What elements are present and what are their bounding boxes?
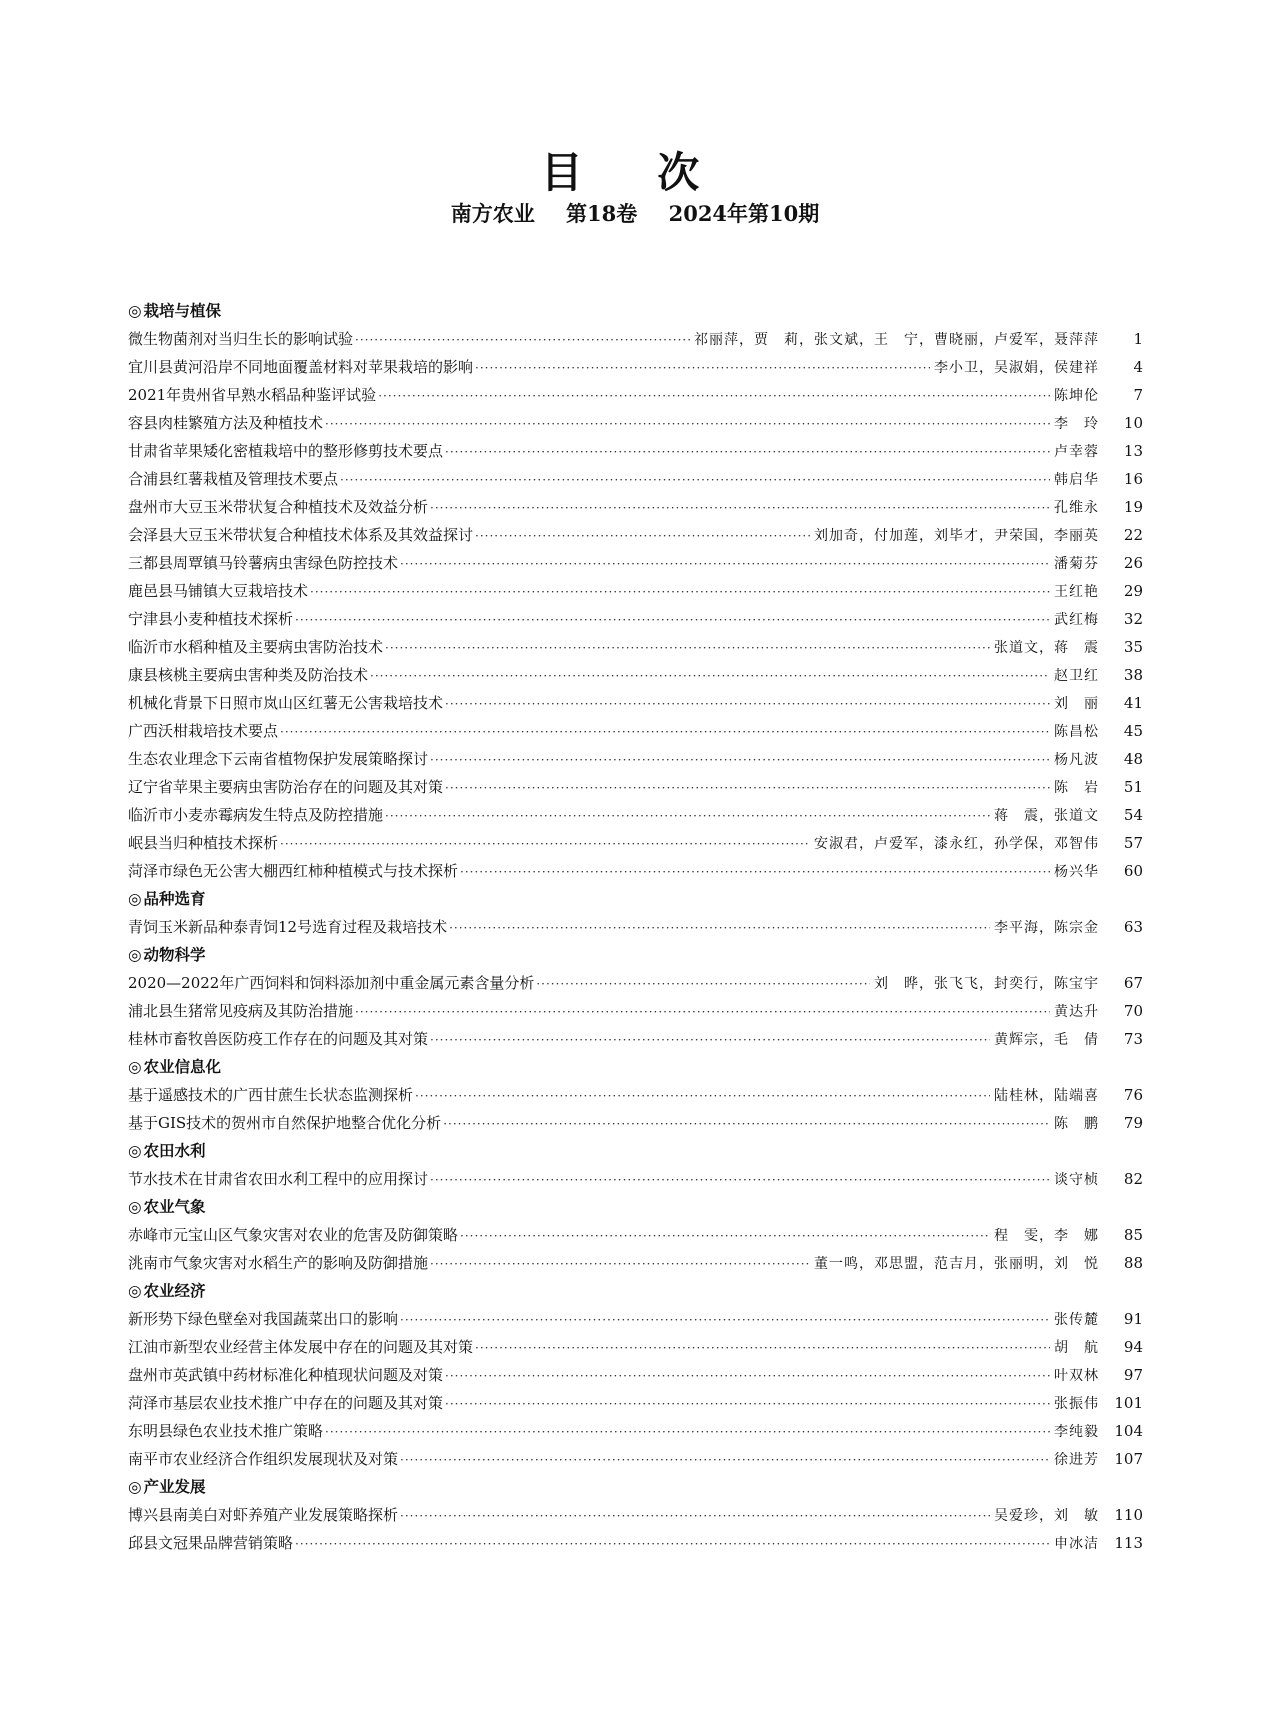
toc-entry (128, 325, 1143, 353)
toc-entry (128, 493, 1143, 521)
entry-authors: 杨兴华 (1054, 864, 1099, 880)
dot-leader (445, 690, 1050, 718)
toc-entry (128, 1389, 1143, 1417)
entry-title: 机械化背景下日照市岚山区红薯无公害栽培技术 (128, 694, 444, 712)
section-bullet-icon: ◎ (128, 302, 142, 320)
entry-page-number: 110 (1114, 1506, 1143, 1524)
toc-entry (128, 549, 1143, 577)
entry-title: 东明县绿色农业技术推广策略 (128, 1422, 324, 1440)
toc-entry (128, 633, 1143, 661)
dot-leader (340, 466, 1050, 494)
entry-title: 广西沃柑栽培技术要点 (128, 722, 279, 740)
dot-leader (385, 634, 990, 662)
entry-title: 博兴县南美白对虾养殖产业发展策略探析 (128, 1506, 399, 1524)
section-bullet-icon: ◎ (128, 1282, 142, 1300)
entry-authors: 张传麓 (1054, 1312, 1099, 1328)
entry-authors: 王红艳 (1054, 584, 1099, 600)
entry-title: 容县肉桂繁殖方法及种植技术 (128, 414, 324, 432)
entry-title: 临沂市小麦赤霉病发生特点及防控措施 (128, 806, 384, 824)
entry-page-number: 60 (1123, 862, 1143, 880)
toc-entry (128, 1361, 1143, 1389)
journal-issue-line (0, 198, 1270, 228)
entry-page-number: 7 (1133, 386, 1143, 404)
entry-title: 2020—2022年广西饲料和饲料添加剂中重金属元素含量分析 (128, 974, 535, 992)
dot-leader (430, 1250, 810, 1278)
entry-page-number: 51 (1123, 778, 1143, 796)
entry-page-number: 13 (1123, 442, 1143, 460)
entry-authors: 程 雯，李 娜 (994, 1228, 1099, 1244)
section-heading (128, 1473, 1143, 1501)
entry-page-number: 104 (1114, 1422, 1143, 1440)
toc-entry (128, 437, 1143, 465)
entry-authors: 叶双林 (1054, 1368, 1099, 1384)
entry-title: 康县核桃主要病虫害种类及防治技术 (128, 666, 369, 684)
entry-authors: 李平海，陈宗金 (994, 920, 1099, 936)
dot-leader (355, 998, 1050, 1026)
section-heading-label: 农业信息化 (143, 1058, 222, 1076)
entry-page-number: 67 (1123, 974, 1143, 992)
toc-entry (128, 353, 1143, 381)
entry-authors: 吴爱珍，刘 敏 (994, 1508, 1099, 1524)
entry-authors: 潘菊芬 (1054, 556, 1099, 572)
entry-authors: 刘 晔，张飞飞，封奕行，陈宝宇 (874, 976, 1099, 992)
toc-entry (128, 661, 1143, 689)
page-title: 目 次 (540, 148, 730, 197)
dot-leader (430, 746, 1050, 774)
entry-title: 合浦县红薯栽植及管理技术要点 (128, 470, 339, 488)
toc-entry (128, 1081, 1143, 1109)
table-of-contents (128, 297, 1143, 1557)
dot-leader (295, 606, 1050, 634)
section-heading-label: 动物科学 (143, 946, 206, 964)
entry-title: 生态农业理念下云南省植物保护发展策略探讨 (128, 750, 429, 768)
entry-page-number: 107 (1114, 1450, 1143, 1468)
toc-entry (128, 521, 1143, 549)
entry-page-number: 70 (1123, 1002, 1143, 1020)
toc-entry (128, 969, 1143, 997)
entry-title: 宁津县小麦种植技术探析 (128, 610, 294, 628)
entry-page-number: 82 (1123, 1170, 1143, 1188)
toc-entry (128, 1333, 1143, 1361)
dot-leader (295, 1530, 1050, 1558)
entry-authors: 安淑君，卢爱军，漆永红，孙学保，邓智伟 (814, 836, 1099, 852)
entry-page-number: 76 (1123, 1086, 1143, 1104)
entry-title: 江油市新型农业经营主体发展中存在的问题及其对策 (128, 1338, 474, 1356)
section-heading-label: 产业发展 (143, 1478, 206, 1496)
entry-page-number: 10 (1123, 414, 1143, 432)
entry-authors: 赵卫红 (1054, 668, 1099, 684)
section-heading (128, 885, 1143, 913)
dot-leader (310, 578, 1050, 606)
dot-leader (280, 830, 810, 858)
entry-authors: 韩启华 (1054, 472, 1099, 488)
entry-authors: 孔维永 (1054, 500, 1099, 516)
entry-authors: 申冰洁 (1054, 1536, 1099, 1552)
journal-volume: 第18卷 (566, 201, 638, 226)
entry-page-number: 41 (1123, 694, 1143, 712)
entry-page-number: 29 (1123, 582, 1143, 600)
entry-authors: 陆桂林，陆端喜 (994, 1088, 1099, 1104)
toc-entry (128, 773, 1143, 801)
entry-title: 菏泽市基层农业技术推广中存在的问题及其对策 (128, 1394, 444, 1412)
entry-authors: 张道文，蒋 震 (994, 640, 1099, 656)
toc-entry (128, 801, 1143, 829)
entry-title: 新形势下绿色壁垒对我国蔬菜出口的影响 (128, 1310, 399, 1328)
toc-entry (128, 913, 1143, 941)
dot-leader (400, 1446, 1050, 1474)
entry-title: 青饲玉米新品种泰青饲12号选育过程及栽培技术 (128, 918, 448, 936)
toc-entry (128, 381, 1143, 409)
section-bullet-icon: ◎ (128, 1142, 142, 1160)
dot-leader (325, 1418, 1050, 1446)
entry-title: 菏泽市绿色无公害大棚西红柿种植模式与技术探析 (128, 862, 459, 880)
section-bullet-icon: ◎ (128, 1058, 142, 1076)
dot-leader (445, 1362, 1050, 1390)
entry-authors: 卢幸蓉 (1054, 444, 1099, 460)
toc-entry (128, 689, 1143, 717)
toc-entry (128, 1025, 1143, 1053)
dot-leader (430, 494, 1050, 522)
toc-entry (128, 1165, 1143, 1193)
entry-title: 三都县周覃镇马铃薯病虫害绿色防控技术 (128, 554, 399, 572)
section-heading-label: 农业经济 (143, 1282, 206, 1300)
dot-leader (475, 522, 810, 550)
toc-entry (128, 1417, 1143, 1445)
section-bullet-icon: ◎ (128, 1478, 142, 1496)
section-heading (128, 1193, 1143, 1221)
entry-authors: 武红梅 (1054, 612, 1099, 628)
dot-leader (385, 802, 990, 830)
entry-authors: 李纯毅 (1054, 1424, 1099, 1440)
entry-title: 盘州市英武镇中药材标准化种植现状问题及对策 (128, 1366, 444, 1384)
section-heading (128, 1053, 1143, 1081)
entry-title: 甘肃省苹果矮化密植栽培中的整形修剪技术要点 (128, 442, 444, 460)
entry-page-number: 63 (1123, 918, 1143, 936)
entry-authors: 李 玲 (1054, 416, 1099, 432)
entry-page-number: 48 (1123, 750, 1143, 768)
entry-title: 微生物菌剂对当归生长的影响试验 (128, 330, 354, 348)
toc-entry (128, 577, 1143, 605)
entry-page-number: 101 (1114, 1394, 1143, 1412)
entry-title: 盘州市大豆玉米带状复合种植技术及效益分析 (128, 498, 429, 516)
entry-title: 南平市农业经济合作组织发展现状及对策 (128, 1450, 399, 1468)
entry-title: 邱县文冠果品牌营销策略 (128, 1534, 294, 1552)
entry-authors: 董一鸣，邓思盟，范吉月，张丽明，刘 悦 (814, 1256, 1099, 1272)
entry-title: 2021年贵州省早熟水稻品种鉴评试验 (128, 386, 377, 404)
entry-title: 浦北县生猪常见疫病及其防治措施 (128, 1002, 354, 1020)
entry-authors: 刘 丽 (1054, 696, 1099, 712)
entry-page-number: 32 (1123, 610, 1143, 628)
entry-authors: 蒋 震，张道文 (994, 808, 1099, 824)
entry-page-number: 22 (1123, 526, 1143, 544)
entry-title: 临沂市水稻种植及主要病虫害防治技术 (128, 638, 384, 656)
entry-title: 岷县当归种植技术探析 (128, 834, 279, 852)
entry-page-number: 97 (1123, 1366, 1143, 1384)
section-bullet-icon: ◎ (128, 946, 142, 964)
dot-leader (445, 774, 1050, 802)
toc-entry (128, 997, 1143, 1025)
entry-title: 辽宁省苹果主要病虫害防治存在的问题及其对策 (128, 778, 444, 796)
dot-leader (430, 1026, 990, 1054)
entry-title: 宜川县黄河沿岸不同地面覆盖材料对苹果栽培的影响 (128, 358, 474, 376)
entry-title: 基于遥感技术的广西甘蔗生长状态监测探析 (128, 1086, 414, 1104)
section-heading (128, 297, 1143, 325)
toc-entry (128, 1109, 1143, 1137)
entry-authors: 黄辉宗，毛 倩 (994, 1032, 1099, 1048)
dot-leader (445, 438, 1050, 466)
dot-leader (355, 326, 690, 354)
toc-entry (128, 605, 1143, 633)
entry-page-number: 26 (1123, 554, 1143, 572)
entry-page-number: 85 (1123, 1226, 1143, 1244)
dot-leader (400, 1502, 990, 1530)
toc-entry (128, 1249, 1143, 1277)
toc-entry (128, 465, 1143, 493)
toc-entry (128, 1445, 1143, 1473)
entry-title: 鹿邑县马铺镇大豆栽培技术 (128, 582, 309, 600)
entry-page-number: 88 (1123, 1254, 1143, 1272)
toc-entry (128, 717, 1143, 745)
toc-entry (128, 1305, 1143, 1333)
toc-entry (128, 857, 1143, 885)
entry-title: 基于GIS技术的贺州市自然保护地整合优化分析 (128, 1114, 442, 1132)
entry-authors: 张振伟 (1054, 1396, 1099, 1412)
section-heading-label: 栽培与植保 (143, 302, 222, 320)
section-heading-label: 品种选育 (143, 890, 206, 908)
entry-authors: 李小卫，吴淑娟，侯建祥 (934, 360, 1099, 376)
entry-authors: 陈 鹏 (1054, 1116, 1099, 1132)
entry-page-number: 19 (1123, 498, 1143, 516)
entry-page-number: 1 (1133, 330, 1143, 348)
entry-authors: 胡 航 (1054, 1340, 1099, 1356)
dot-leader (460, 858, 1050, 886)
dot-leader (400, 550, 1050, 578)
section-heading (128, 1277, 1143, 1305)
dot-leader (415, 1082, 990, 1110)
entry-page-number: 79 (1123, 1114, 1143, 1132)
section-heading (128, 1137, 1143, 1165)
entry-page-number: 113 (1114, 1534, 1143, 1552)
entry-authors: 谈守桢 (1054, 1172, 1099, 1188)
dot-leader (460, 1222, 990, 1250)
entry-authors: 黄达升 (1054, 1004, 1099, 1020)
entry-title: 会泽县大豆玉米带状复合种植技术体系及其效益探讨 (128, 526, 474, 544)
dot-leader (400, 1306, 1050, 1334)
entry-page-number: 73 (1123, 1030, 1143, 1048)
dot-leader (443, 1110, 1050, 1138)
section-heading-label: 农田水利 (143, 1142, 206, 1160)
dot-leader (475, 1334, 1050, 1362)
dot-leader (449, 914, 990, 942)
toc-entry (128, 745, 1143, 773)
dot-leader (280, 718, 1050, 746)
entry-title: 节水技术在甘肃省农田水利工程中的应用探讨 (128, 1170, 429, 1188)
entry-authors: 陈 岩 (1054, 780, 1099, 796)
entry-page-number: 45 (1123, 722, 1143, 740)
entry-page-number: 57 (1123, 834, 1143, 852)
toc-entry (128, 1501, 1143, 1529)
toc-entry (128, 1221, 1143, 1249)
dot-leader (325, 410, 1050, 438)
entry-title: 桂林市畜牧兽医防疫工作存在的问题及其对策 (128, 1030, 429, 1048)
section-heading-label: 农业气象 (143, 1198, 206, 1216)
section-heading (128, 941, 1143, 969)
dot-leader (536, 970, 870, 998)
entry-authors: 刘加奇，付加莲，刘毕才，尹荣国，李丽英 (814, 528, 1099, 544)
entry-authors: 祁丽萍，贾 莉，张文斌，王 宁，曹晓丽，卢爱军，聂萍萍 (694, 332, 1099, 348)
entry-authors: 徐进芳 (1054, 1452, 1099, 1468)
toc-entry (128, 409, 1143, 437)
entry-page-number: 4 (1133, 358, 1143, 376)
dot-leader (378, 382, 1050, 410)
section-bullet-icon: ◎ (128, 1198, 142, 1216)
dot-leader (430, 1166, 1050, 1194)
entry-title: 赤峰市元宝山区气象灾害对农业的危害及防御策略 (128, 1226, 459, 1244)
entry-authors: 陈昌松 (1054, 724, 1099, 740)
journal-name: 南方农业 (450, 201, 535, 226)
entry-page-number: 91 (1123, 1310, 1143, 1328)
entry-page-number: 16 (1123, 470, 1143, 488)
dot-leader (370, 662, 1050, 690)
entry-page-number: 94 (1123, 1338, 1143, 1356)
entry-page-number: 35 (1123, 638, 1143, 656)
toc-entry (128, 1529, 1143, 1557)
toc-entry (128, 829, 1143, 857)
journal-issue: 2024年第10期 (668, 201, 820, 226)
dot-leader (445, 1390, 1050, 1418)
entry-authors: 杨凡波 (1054, 752, 1099, 768)
entry-page-number: 38 (1123, 666, 1143, 684)
section-bullet-icon: ◎ (128, 890, 142, 908)
entry-authors: 陈坤伦 (1054, 388, 1099, 404)
entry-page-number: 54 (1123, 806, 1143, 824)
dot-leader (475, 354, 930, 382)
entry-title: 洮南市气象灾害对水稻生产的影响及防御措施 (128, 1254, 429, 1272)
